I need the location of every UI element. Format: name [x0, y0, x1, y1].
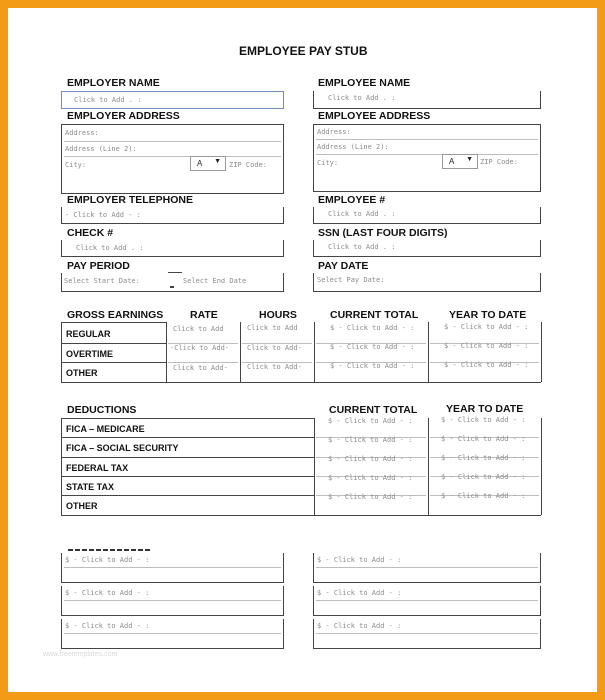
- hours-input[interactable]: Click to Add-: [247, 344, 302, 352]
- earnings-row-label: OTHER: [66, 368, 98, 378]
- divider: [316, 600, 538, 601]
- totals-left-placeholder: $ - Click to Add - :: [65, 589, 150, 597]
- employee-city[interactable]: City:: [317, 159, 339, 167]
- table-border: [240, 322, 241, 382]
- table-rule: [61, 476, 314, 477]
- table-border: [61, 418, 62, 515]
- deduction-current-input[interactable]: $ - Click to Add - :: [328, 417, 413, 425]
- deduction-row-label: OTHER: [66, 501, 98, 511]
- deduction-ytd-input[interactable]: $ - Click to Add - :: [441, 492, 526, 500]
- employer-name-field[interactable]: [61, 91, 284, 109]
- current-total-input[interactable]: $ - Click to Add - :: [330, 324, 415, 332]
- date-dash: [170, 286, 174, 288]
- deduction-current-input[interactable]: $ - Click to Add - :: [328, 436, 413, 444]
- gross-earnings-header: GROSS EARNINGS: [67, 309, 164, 321]
- deductions-ytd-header: YEAR TO DATE: [446, 403, 524, 415]
- deduction-row-label: FICA – SOCIAL SECURITY: [66, 443, 179, 453]
- pay-date-field[interactable]: [313, 273, 541, 292]
- employee-name-field[interactable]: [313, 91, 541, 109]
- employer-zip[interactable]: ZIP Code:: [229, 161, 267, 169]
- table-rule: [61, 457, 314, 458]
- hours-header: HOURS: [259, 309, 297, 321]
- deduction-ytd-input[interactable]: $ - Click to Add - :: [441, 454, 526, 462]
- employee-name-label: EMPLOYEE NAME: [318, 77, 411, 89]
- divider: [316, 154, 538, 155]
- table-rule: [61, 495, 314, 496]
- employer-address-box: [61, 124, 284, 194]
- totals-right-placeholder: $ - Click to Add - :: [317, 589, 402, 597]
- totals-right-field[interactable]: [313, 586, 541, 616]
- table-rule: [61, 322, 167, 323]
- ssn-field[interactable]: [313, 240, 541, 257]
- pay-stub-sheet: [8, 8, 597, 692]
- deduction-row-label: FICA – MEDICARE: [66, 424, 145, 434]
- hours-input[interactable]: Click to Add: [247, 324, 298, 332]
- employee-address-box: [313, 124, 541, 192]
- divider: [64, 600, 281, 601]
- deduction-ytd-input[interactable]: $ - Click to Add - :: [441, 435, 526, 443]
- table-border: [166, 322, 167, 382]
- table-border: [428, 418, 429, 515]
- employer-address-label: EMPLOYER ADDRESS: [67, 110, 180, 122]
- ssn-label: SSN (LAST FOUR DIGITS): [318, 227, 448, 239]
- current-total-input[interactable]: $ - Click to Add - :: [330, 343, 415, 351]
- employee-state-select[interactable]: [442, 154, 478, 169]
- pay-period-start[interactable]: Select Start Date:: [64, 277, 140, 285]
- table-rule: [61, 515, 541, 516]
- employee-number-field[interactable]: [313, 207, 541, 224]
- pay-period-label: PAY PERIOD: [67, 260, 130, 272]
- deduction-current-input[interactable]: $ - Click to Add - :: [328, 493, 413, 501]
- employer-telephone-label: EMPLOYER TELEPHONE: [67, 194, 194, 206]
- employee-address-line2[interactable]: Address (Line 2):: [317, 143, 389, 151]
- employee-number-placeholder: Click to Add . :: [328, 210, 396, 218]
- table-border: [428, 322, 429, 382]
- check-number-label: CHECK #: [67, 227, 114, 239]
- table-border: [61, 322, 62, 382]
- divider: [316, 633, 538, 634]
- divider: [64, 567, 281, 568]
- ssn-placeholder: Click to Add . :: [328, 243, 396, 251]
- employer-address-line2[interactable]: Address (Line 2):: [65, 145, 137, 153]
- totals-left-field[interactable]: [61, 586, 284, 616]
- deduction-current-input[interactable]: $ - Click to Add - :: [328, 474, 413, 482]
- deduction-current-input[interactable]: $ - Click to Add - :: [328, 455, 413, 463]
- ytd-input[interactable]: $ - Click to Add - :: [444, 323, 529, 331]
- deductions-header: DEDUCTIONS: [67, 404, 137, 416]
- pay-date-label: PAY DATE: [318, 260, 369, 272]
- check-number-placeholder: Click to Add . :: [76, 244, 144, 252]
- deduction-row-label: FEDERAL TAX: [66, 463, 129, 473]
- employer-name-placeholder: Click to Add . :: [74, 96, 142, 104]
- divider: [64, 156, 281, 157]
- table-rule: [61, 343, 167, 344]
- deduction-row-label: STATE TAX: [66, 482, 114, 492]
- employer-state-select[interactable]: [190, 156, 226, 171]
- table-border: [314, 418, 315, 515]
- pay-date-placeholder: Select Pay Date:: [317, 276, 385, 284]
- table-rule: [61, 437, 314, 438]
- date-separator: [168, 272, 182, 273]
- rate-input[interactable]: Click to Add: [173, 325, 224, 333]
- employer-address-line1[interactable]: Address:: [65, 129, 99, 137]
- rate-input[interactable]: -Click to Add-: [170, 344, 230, 352]
- totals-right-placeholder: $ - Click to Add - :: [317, 622, 402, 630]
- divider: [316, 567, 538, 568]
- rate-input[interactable]: Click to Add-: [173, 364, 228, 372]
- totals-left-field[interactable]: [61, 553, 284, 583]
- employer-telephone-placeholder: - Click to Add - :: [65, 211, 141, 219]
- employee-address-line1[interactable]: Address:: [317, 128, 351, 136]
- table-border: [541, 322, 542, 382]
- ytd-input[interactable]: $ - Click to Add - :: [444, 361, 529, 369]
- dropdown-arrow-icon: ▼: [214, 158, 221, 165]
- deduction-ytd-input[interactable]: $ - Click to Add - :: [441, 473, 526, 481]
- document-title: EMPLOYEE PAY STUB: [239, 44, 368, 58]
- totals-right-field[interactable]: [313, 619, 541, 649]
- divider: [64, 633, 281, 634]
- pay-period-end[interactable]: Select End Date: [183, 277, 247, 285]
- employer-name-label: EMPLOYER NAME: [67, 77, 160, 89]
- totals-left-field[interactable]: [61, 619, 284, 649]
- current-total-input[interactable]: $ - Click to Add - :: [330, 362, 415, 370]
- ytd-input[interactable]: $ - Click to Add - :: [444, 342, 529, 350]
- divider: [316, 139, 538, 140]
- totals-left-placeholder: $ - Click to Add - :: [65, 556, 150, 564]
- table-rule: [61, 418, 314, 419]
- current-total-header: CURRENT TOTAL: [330, 309, 419, 321]
- employee-state-value: A: [449, 157, 455, 166]
- deductions-current-header: CURRENT TOTAL: [329, 404, 418, 416]
- dropdown-arrow-icon: ▼: [466, 156, 473, 163]
- year-to-date-header: YEAR TO DATE: [449, 309, 527, 321]
- employee-name-placeholder: Click to Add . :: [328, 94, 396, 102]
- totals-right-placeholder: $ - Click to Add - :: [317, 556, 402, 564]
- totals-right-field[interactable]: [313, 553, 541, 583]
- table-rule: [61, 382, 541, 383]
- employer-state-value: A: [197, 159, 203, 168]
- table-border: [541, 418, 542, 515]
- employer-city[interactable]: City:: [65, 161, 87, 169]
- earnings-row-label: REGULAR: [66, 329, 111, 339]
- divider: [64, 141, 281, 142]
- table-border: [314, 322, 315, 382]
- check-number-field[interactable]: [61, 240, 284, 257]
- employer-telephone-field[interactable]: [61, 207, 284, 224]
- employee-zip[interactable]: ZIP Code:: [480, 158, 518, 166]
- watermark: www.freetemplates.com: [43, 651, 118, 658]
- rate-header: RATE: [190, 309, 218, 321]
- pay-period-field: [61, 273, 284, 292]
- hours-input[interactable]: Click to Add-: [247, 363, 302, 371]
- totals-left-placeholder: $ - Click to Add - :: [65, 622, 150, 630]
- earnings-row-label: OVERTIME: [66, 349, 114, 359]
- table-rule: [61, 362, 167, 363]
- divider: [168, 362, 238, 363]
- deduction-ytd-input[interactable]: $ - Click to Add - :: [441, 416, 526, 424]
- employee-address-label: EMPLOYEE ADDRESS: [318, 110, 431, 122]
- employee-number-label: EMPLOYEE #: [318, 194, 386, 206]
